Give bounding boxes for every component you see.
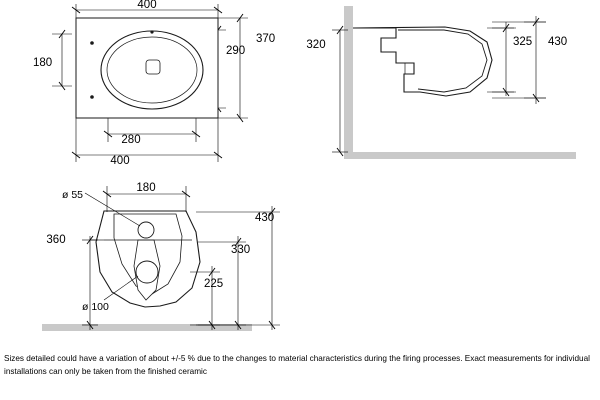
top-view xyxy=(33,0,275,167)
front-view xyxy=(42,182,280,331)
dim-front-lower-height: 225 xyxy=(204,278,224,290)
dim-top-bowl-width: 280 xyxy=(121,134,141,146)
dim-front-total-height: 430 xyxy=(255,212,275,224)
hole-100 xyxy=(136,261,158,283)
dim-top-width-lower: 400 xyxy=(110,155,130,167)
dim-top-left-offset: 180 xyxy=(33,57,53,69)
dim-side-projection-inner: 325 xyxy=(513,36,533,48)
side-view xyxy=(306,6,576,159)
dim-side-height-left: 320 xyxy=(306,39,326,51)
dim-front-hole-diameter-top: ø 55 xyxy=(62,189,84,201)
wall xyxy=(344,6,353,158)
dim-top-width-upper: 400 xyxy=(137,0,157,11)
dim-front-hole-diameter-bottom: ø 100 xyxy=(82,301,109,313)
floor xyxy=(344,152,576,159)
dim-top-height-total: 370 xyxy=(256,33,276,45)
dim-front-top-width: 180 xyxy=(136,182,156,194)
dim-top-bowl-length: 290 xyxy=(226,45,246,57)
dim-front-side-height: 360 xyxy=(46,234,66,246)
hole-55 xyxy=(138,222,154,238)
dim-side-projection-total: 430 xyxy=(548,36,568,48)
footnote-text: Sizes detailed could have a variation of about +/-5 % due to the changes to material characteristics during the firing processes. Exact measurements for individual installations can only be taken from the finished ceramic xyxy=(4,354,590,376)
dim-front-inner-height: 330 xyxy=(231,244,251,256)
